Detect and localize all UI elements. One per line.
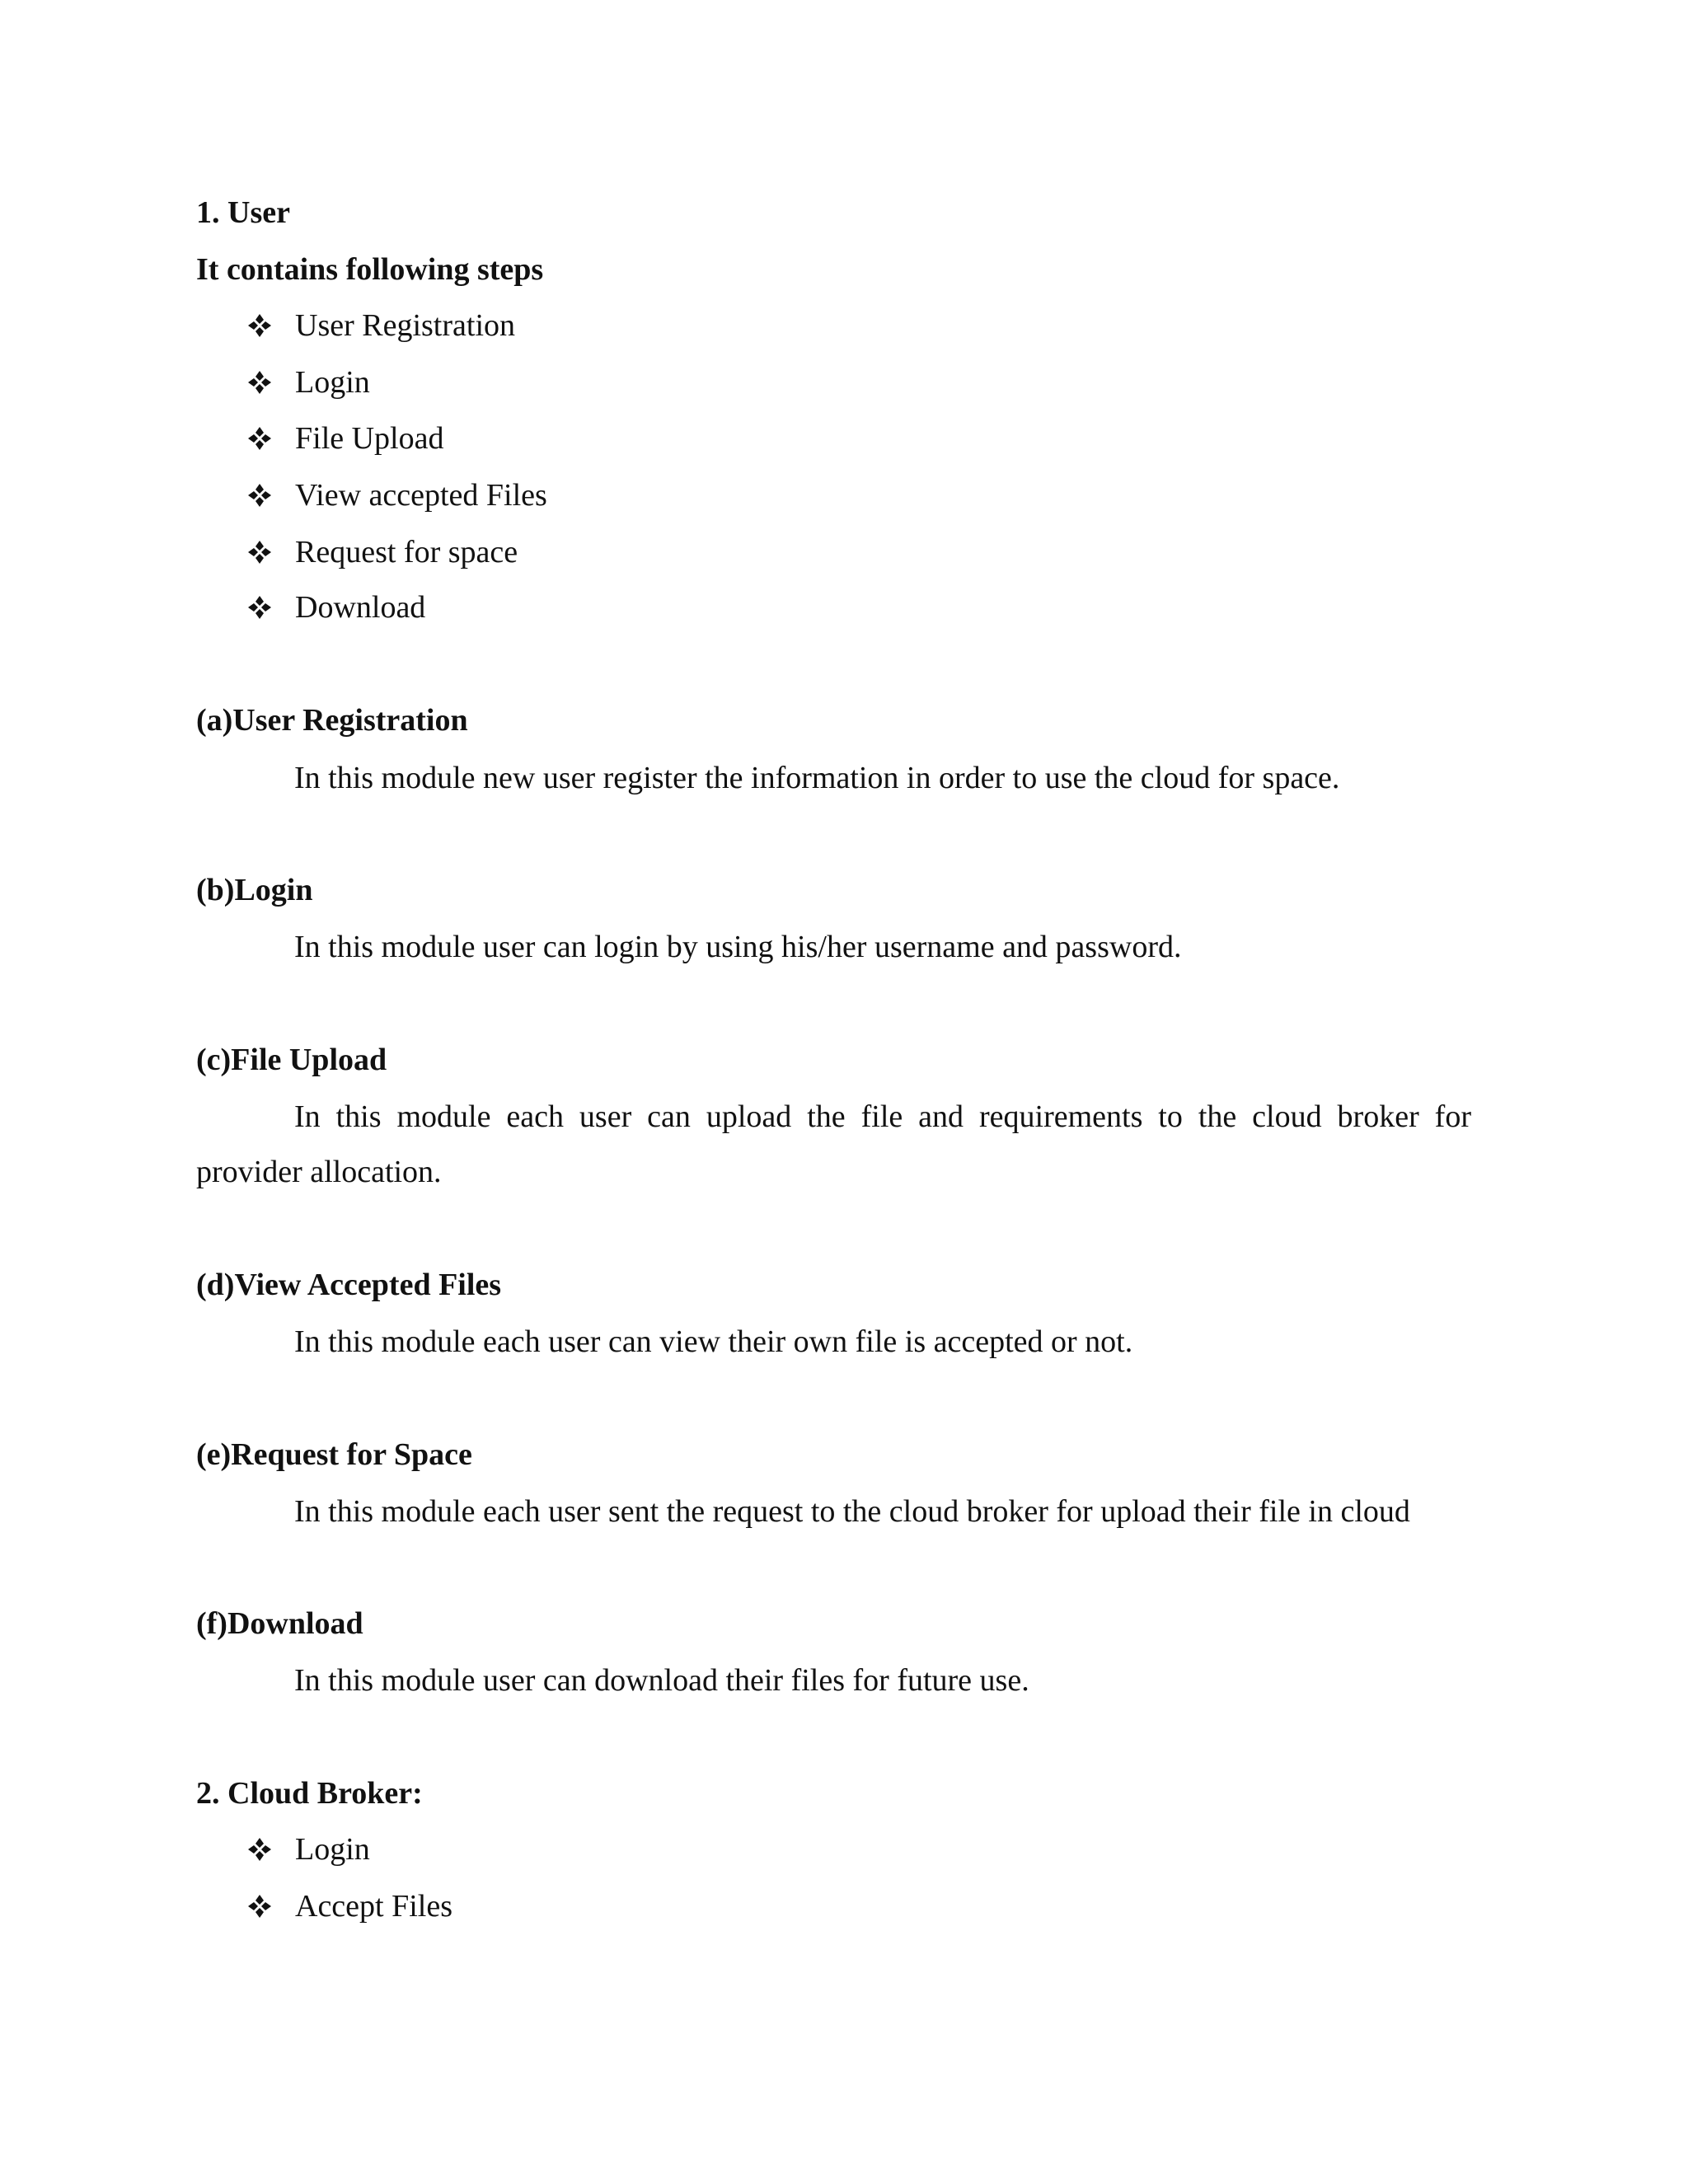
four-diamond-bullet-icon (247, 426, 272, 451)
subsection-heading-view-accepted-files: (d)View Accepted Files (196, 1268, 502, 1302)
bullet-label: Download (295, 590, 426, 625)
section-1-heading: 1. User (196, 195, 290, 230)
four-diamond-bullet-icon (247, 540, 272, 565)
bullet-label: User Registration (295, 308, 516, 343)
four-diamond-bullet-icon (247, 313, 272, 338)
bullet-label: Login (295, 365, 370, 400)
bullet-label: Login (295, 1832, 370, 1867)
section-2-heading: 2. Cloud Broker: (196, 1776, 423, 1811)
subsection-paragraph: In this module user can login by using his/her username and password. (294, 930, 1182, 964)
bullet-label: File Upload (295, 421, 444, 456)
subsection-heading-request-for-space: (e)Request for Space (196, 1437, 472, 1472)
subsection-heading-login: (b)Login (196, 873, 313, 907)
subsection-heading-file-upload: (c)File Upload (196, 1043, 387, 1077)
subsection-heading-user-registration: (a)User Registration (196, 703, 468, 738)
four-diamond-bullet-icon (247, 1837, 272, 1862)
bullet-label: View accepted Files (295, 478, 547, 513)
subsection-paragraph: In this module each user sent the request to the cloud broker for upload their file in cloud (294, 1494, 1410, 1529)
four-diamond-bullet-icon (247, 483, 272, 508)
bullet-label: Accept Files (295, 1889, 453, 1924)
subsection-paragraph-continuation: provider allocation. (196, 1155, 442, 1189)
subsection-paragraph: In this module new user register the information in order to use the cloud for space. (294, 761, 1340, 795)
bullet-label: Request for space (295, 535, 518, 569)
subsection-paragraph: In this module user can download their files for future use. (294, 1663, 1029, 1698)
section-1-subheading: It contains following steps (196, 252, 544, 287)
four-diamond-bullet-icon (247, 370, 272, 395)
four-diamond-bullet-icon (247, 1894, 272, 1919)
subsection-paragraph: In this module each user can view their own file is accepted or not. (294, 1324, 1133, 1359)
subsection-heading-download: (f)Download (196, 1606, 363, 1641)
four-diamond-bullet-icon (247, 595, 272, 620)
subsection-paragraph: In this module each user can upload the file and requirements to the cloud broker for (294, 1099, 1471, 1134)
